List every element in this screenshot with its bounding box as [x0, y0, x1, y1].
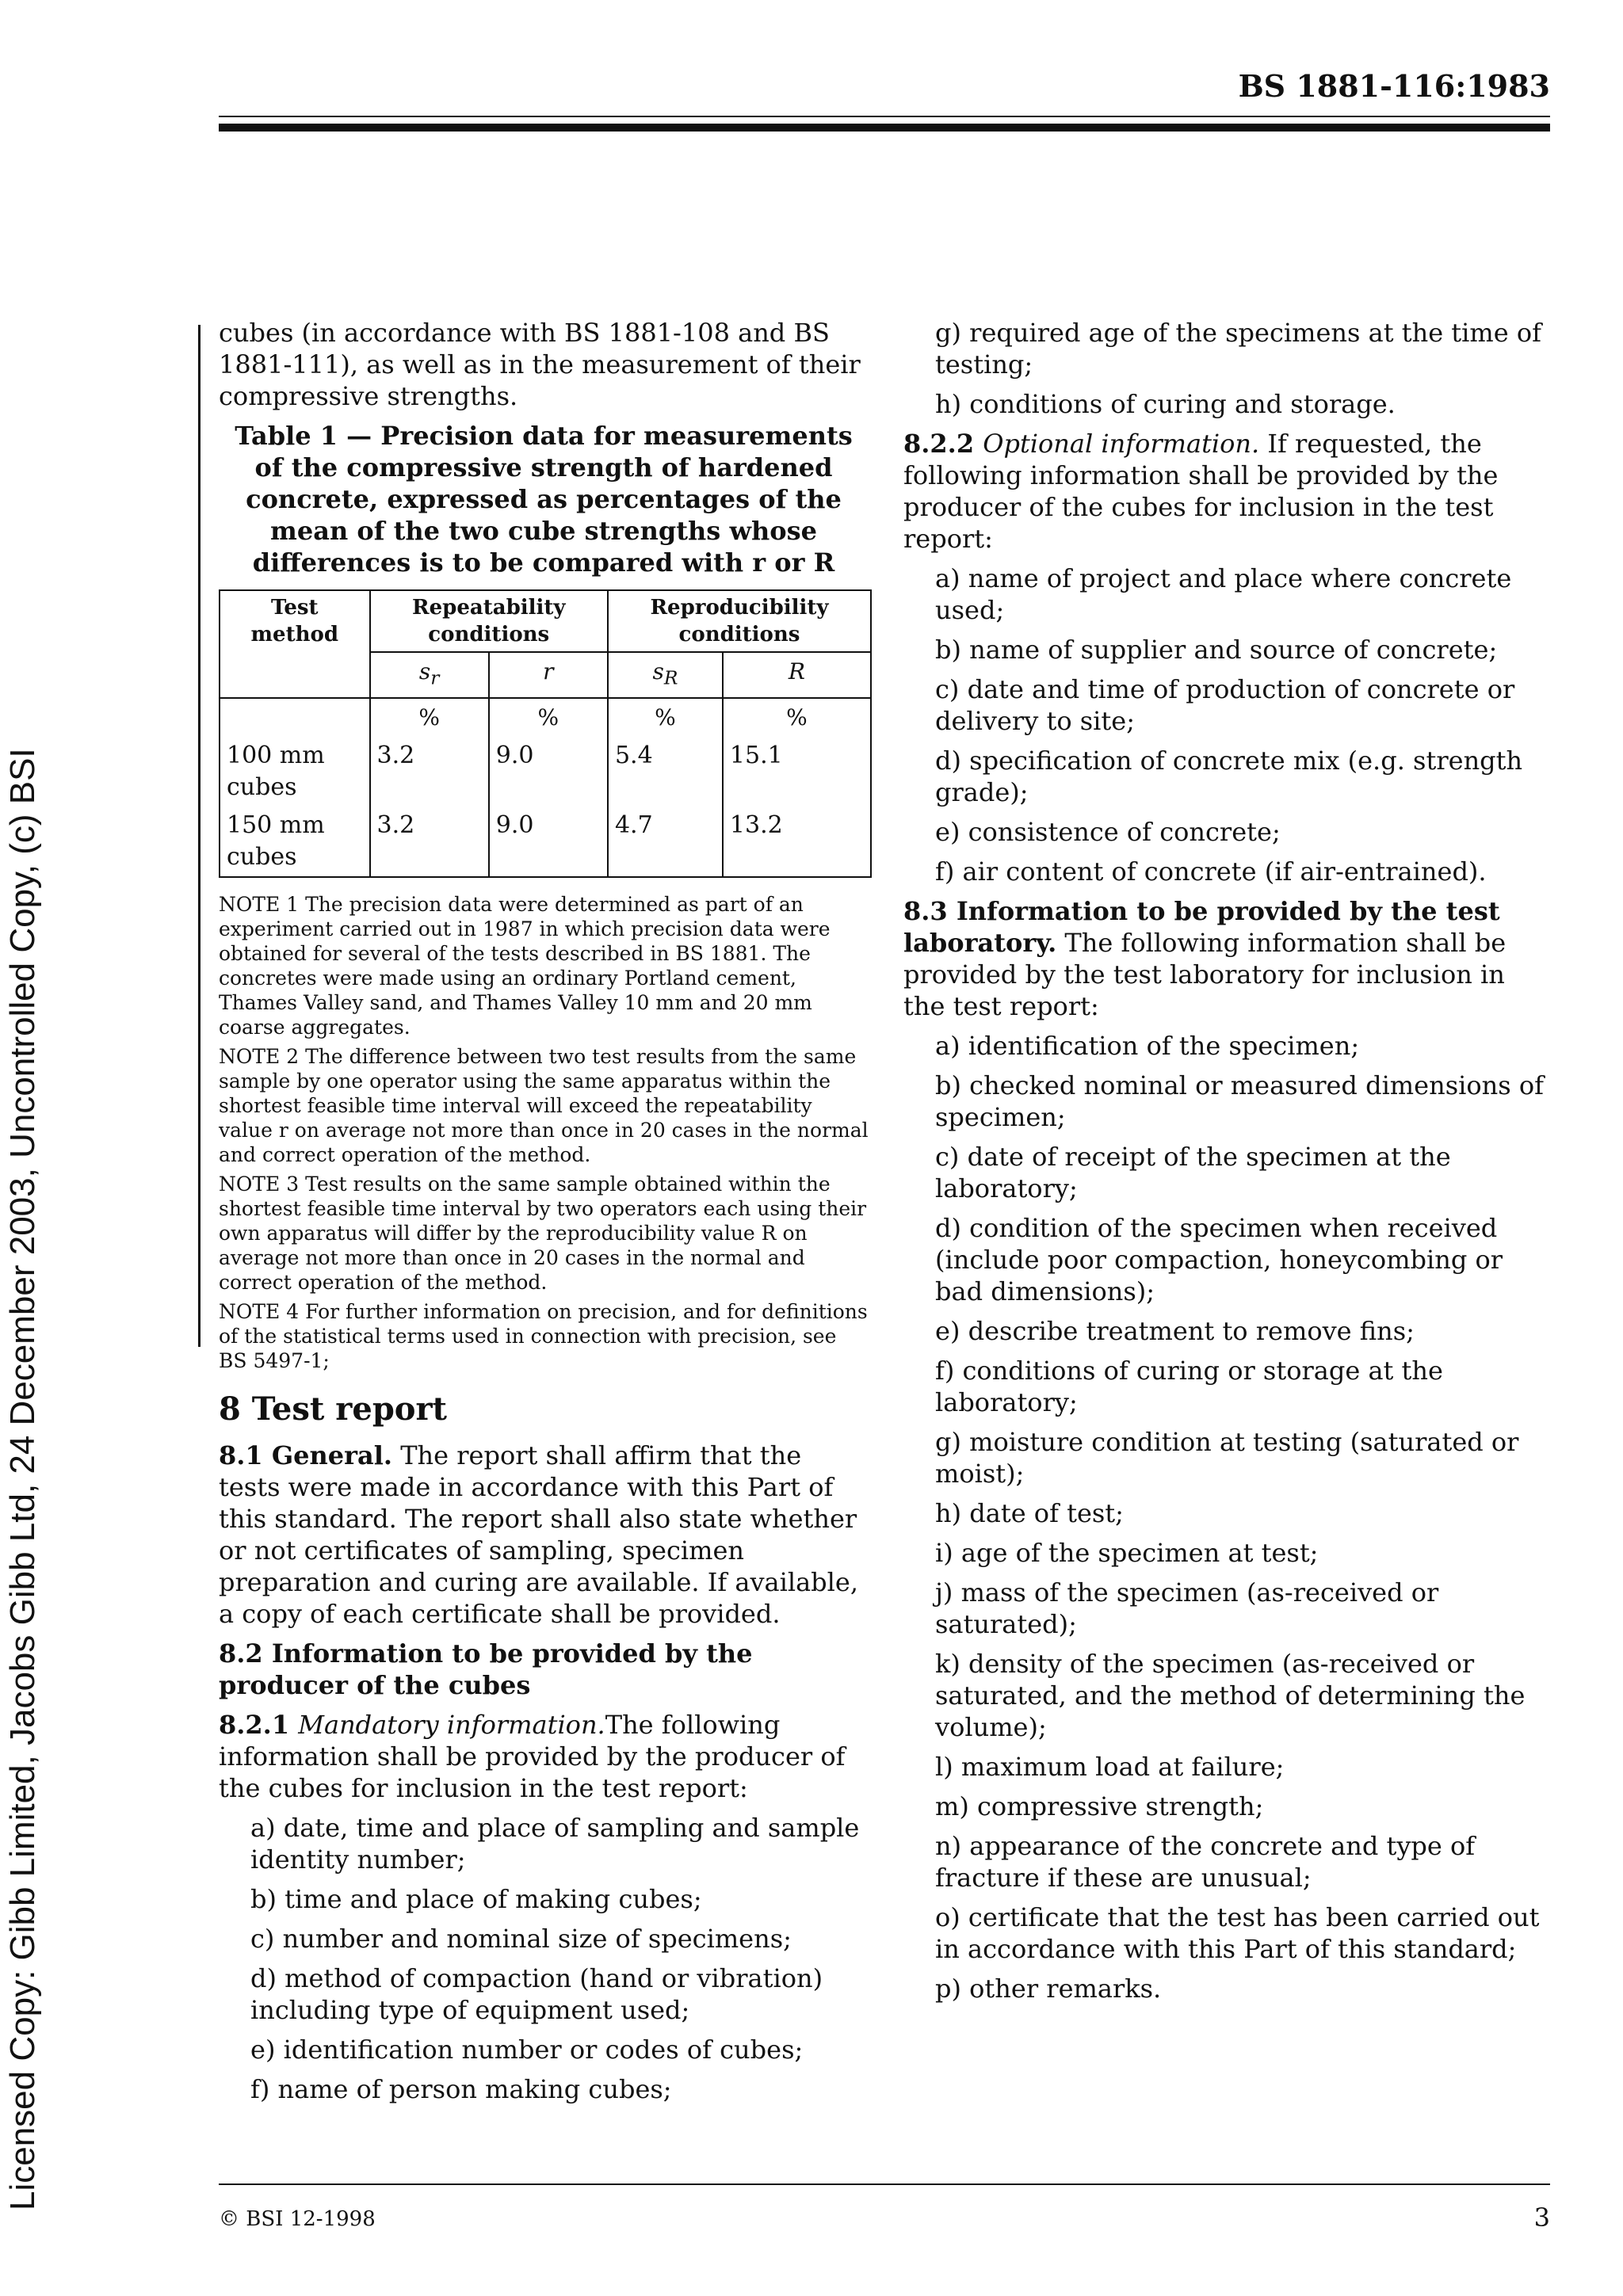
sub-header-sR: $s_R$: [608, 652, 723, 698]
list-item: a) identification of the specimen;: [935, 1031, 1360, 1061]
header-test-method: Test method: [220, 590, 370, 698]
sub-header-R: R: [723, 652, 871, 698]
list-item: d) method of compaction (hand or vibration) including type of equipment used;: [250, 1962, 823, 2025]
unit-cell: %: [489, 698, 608, 737]
list-item: e) consistence of concrete;: [935, 817, 1281, 847]
value-cell: 4.7: [608, 807, 723, 877]
list-item: f) conditions of curing or storage at the laboratory;: [935, 1356, 1443, 1417]
list-item: a) name of project and place where concrete used;: [935, 563, 1512, 625]
clause-8-2-2: [903, 428, 1553, 555]
list-item: e) identification number or codes of cubes;: [250, 2034, 804, 2065]
clause-8-2-2-title: Optional information.: [983, 429, 1260, 459]
value-cell: 9.0: [489, 807, 608, 877]
list-item: b) checked nominal or measured dimensions of specimen;: [935, 1070, 1544, 1132]
list-item: e) describe treatment to remove fins;: [935, 1316, 1415, 1346]
header-rule-thick: [219, 124, 1550, 132]
section-heading: 8 Test report: [219, 1390, 448, 1428]
precision-table: [219, 589, 872, 878]
note-2: NOTE 2 The difference between two test results from the same sample by one operator using the same apparatus within the shortest feasible time interval will exceed the repeatability value r on average not more than once in 20 cases in the normal and correct operation of the method.: [219, 1044, 869, 1166]
header-repeatability: Repeatability conditions: [370, 590, 608, 652]
method-cell: 150 mm cubes: [220, 807, 370, 877]
clause-8-2-2-text: If requested, the following information shall be provided by the producer of the cubes for inclusion in the test report:: [903, 429, 1499, 554]
header-reproducibility: Reproducibility conditions: [608, 590, 871, 652]
clause-8-3: [903, 895, 1553, 1022]
list-item: h) date of test;: [935, 1498, 1124, 1528]
value-cell: 3.2: [370, 807, 489, 877]
table-row: [220, 737, 871, 807]
list-item: o) certificate that the test has been carried out in accordance with this Part of this standard;: [935, 1902, 1540, 1964]
list-item: p) other remarks.: [935, 1974, 1162, 2004]
unit-cell: %: [370, 698, 489, 737]
document-title: BS 1881-116:1983: [1238, 68, 1550, 104]
list-item: d) condition of the specimen when received (include poor compaction, honeycombing or bad dimensions);: [935, 1213, 1503, 1306]
list-item: a) date, time and place of sampling and sample identity number;: [250, 1812, 860, 1875]
footer-copyright: © BSI 12-1998: [219, 2207, 376, 2231]
list-item: g) required age of the specimens at the time of testing;: [935, 318, 1541, 379]
list-item: c) date of receipt of the specimen at the laboratory;: [935, 1142, 1451, 1203]
header-rule-thin: [219, 116, 1550, 117]
note-4: NOTE 4 For further information on precision, and for definitions of the statistical terms used in connection with precision, see BS 5497-1;: [219, 1299, 868, 1372]
clause-8-2-2-number: 8.2.2: [903, 429, 983, 459]
list-item: c) date and time of production of concrete or delivery to site;: [935, 674, 1515, 736]
sub-header-sr: $s_r$: [370, 652, 489, 698]
right-column: [903, 317, 1553, 2012]
clause-8-2-1-text: The following information shall be provided by the producer of the cubes for inclusion in the test report:: [219, 1709, 846, 1803]
list-item: f) air content of concrete (if air-entrained).: [935, 856, 1487, 887]
value-cell: 3.2: [370, 737, 489, 807]
units-blank: [220, 698, 370, 737]
license-watermark: Licensed Copy: Gibb Limited, Jacobs Gibb Ltd, 24 December 2003, Uncontrolled Copy, (c) BSI: [3, 748, 42, 2210]
list-item: b) time and place of making cubes;: [250, 1883, 702, 1914]
left-column: [219, 317, 869, 2113]
table-caption: Table 1 — Precision data for measurements of the compressive strength of hardened concrete, expressed as percentages of the mean of the two cube strengths whose differences is to be compared with r or R: [235, 421, 853, 578]
list-item: n) appearance of the concrete and type of fracture if these are unusual;: [935, 1831, 1476, 1893]
note-1: NOTE 1 The precision data were determined as part of an experiment carried out in 1987 in which precision data were obtained for several of the tests described in BS 1881. The concretes were made using an ordinary Portland cement, Thames Valley sand, and Thames Valley 10 mm and 20 mm coarse aggregates.: [219, 892, 831, 1039]
note-3: NOTE 3 Test results on the same sample obtained within the shortest feasible time interval by two operators each using their own apparatus will differ by the reproducibility value R on average not more than once in 20 cases in the normal and correct operation of the method.: [219, 1172, 867, 1294]
list-item: b) name of supplier and source of concrete;: [935, 635, 1498, 665]
change-bar: [198, 325, 200, 1347]
clause-8-2-heading: 8.2 Information to be provided by the producer of the cubes: [219, 1638, 753, 1700]
value-cell: 15.1: [723, 737, 871, 807]
method-cell: 100 mm cubes: [220, 737, 370, 807]
table-notes: [219, 892, 869, 1373]
clause-8-1-text: The report shall affirm that the tests were made in accordance with this Part of this standard. The report shall also state whether or not certificates of sampling, specimen preparation and curing are available. If available, a copy of each certificate shall be provided.: [219, 1440, 858, 1629]
table-row: [220, 807, 871, 877]
unit-cell: %: [723, 698, 871, 737]
list-item: f) name of person making cubes;: [250, 2073, 672, 2104]
page-number: 3: [1533, 2203, 1550, 2233]
clause-8-2-1-number: 8.2.1: [219, 1709, 299, 1740]
footer-rule: [219, 2183, 1550, 2185]
clause-8-1-heading: 8.1 General.: [219, 1440, 393, 1470]
sub-header-r: r: [489, 652, 608, 698]
value-cell: 9.0: [489, 737, 608, 807]
clause-8-1: [219, 1440, 869, 1630]
list-item: j) mass of the specimen (as-received or saturated);: [935, 1577, 1439, 1639]
clause-8-3-text: The following information shall be provided by the test laboratory for inclusion in the test report:: [903, 928, 1507, 1021]
value-cell: 13.2: [723, 807, 871, 877]
clause-8-2-1: [219, 1709, 869, 1804]
list-item: g) moisture condition at testing (saturated or moist);: [935, 1427, 1519, 1489]
list-item: c) number and nominal size of specimens;: [250, 1923, 792, 1954]
unit-cell: %: [608, 698, 723, 737]
clause-8-3-heading: 8.3 Information to be provided by the test laboratory.: [903, 896, 1500, 958]
clause-8-2-1-title: Mandatory information.: [298, 1709, 605, 1740]
value-cell: 5.4: [608, 737, 723, 807]
intro-paragraph: cubes (in accordance with BS 1881-108 and BS 1881-111), as well as in the measurement of their compressive strengths.: [219, 318, 861, 411]
list-item: l) maximum load at failure;: [935, 1752, 1285, 1782]
list-item: m) compressive strength;: [935, 1791, 1264, 1821]
list-item: k) density of the specimen (as-received or saturated, and the method of determining the volume);: [935, 1649, 1526, 1742]
list-item: h) conditions of curing and storage.: [935, 389, 1396, 419]
list-item: d) specification of concrete mix (e.g. strength grade);: [935, 746, 1523, 807]
list-item: i) age of the specimen at test;: [935, 1538, 1319, 1568]
